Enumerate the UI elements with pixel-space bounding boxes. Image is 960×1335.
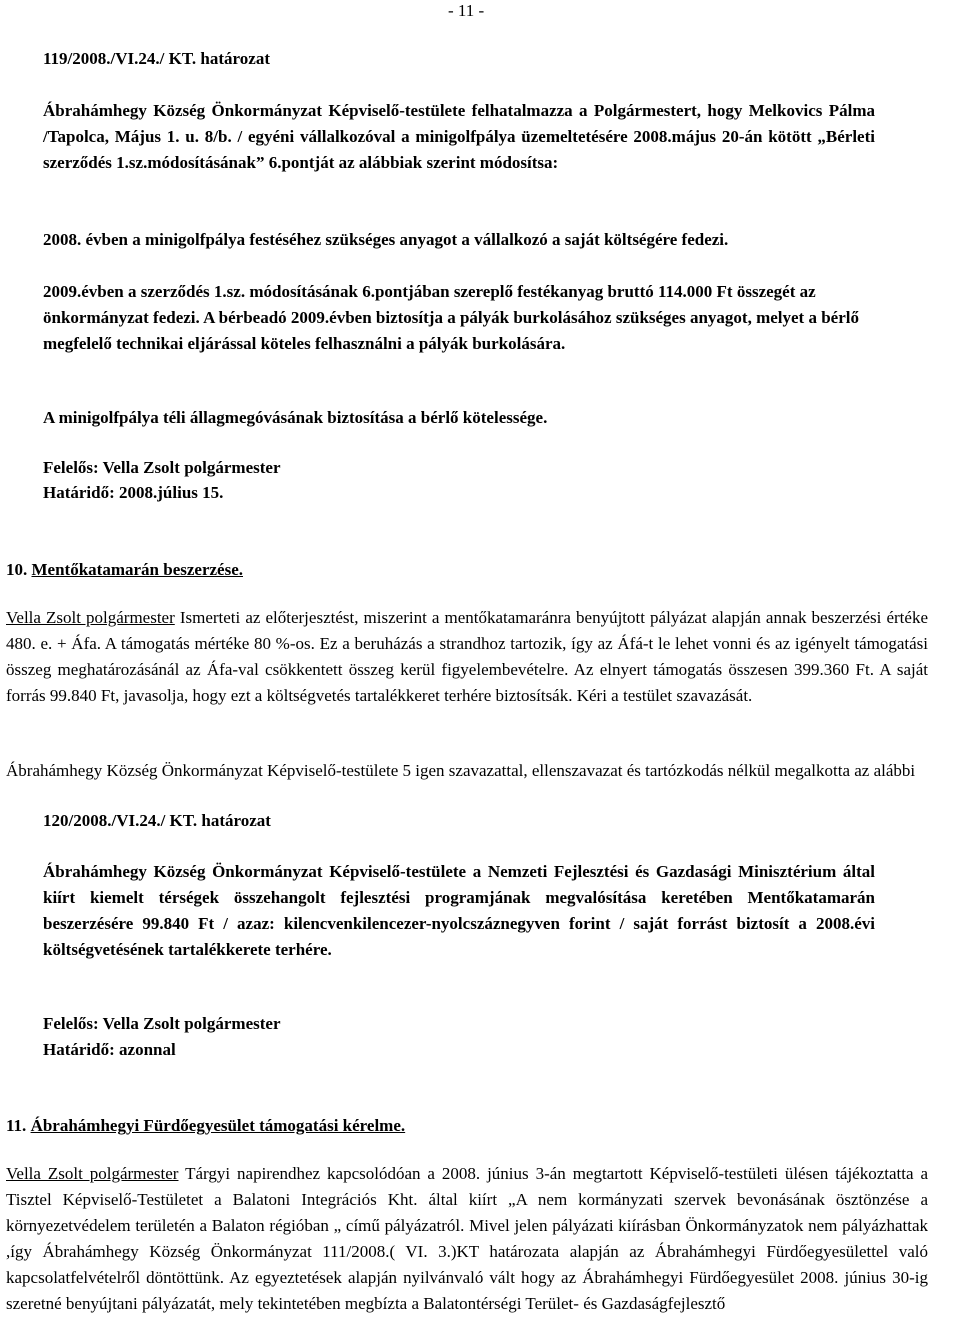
resolution-120-body: Ábrahámhegy Község Önkormányzat Képviselő-testülete a Nemzeti Fejlesztési és Gazdasági Minisztérium által kiírt kiemelt térségek összehangolt fejlesztési programjának megvalósítása keretében Mentőkatamarán beszerzésére 99.840 Ft / azaz: kilencvenkilencezer-nyolcszáznegyven forint / saját forrást biztosít a 2008.évi költségvetésének tartalékkerete terhére. [43, 862, 875, 959]
resolution-119-title: 119/2008./VI.24./ KT. határozat [43, 49, 270, 68]
resolution-120-responsible: Felelős: Vella Zsolt polgármester [43, 1014, 281, 1033]
speech-text: Tárgyi napirendhez kapcsolódóan a 2008. június 3-án megtartott Képviselő-testületi ülésen tájékoztatta a Tisztel Képviselő-Testületet a Balatoni Integrációs Kht. által kiírt „A nem kormányzati szervek bevonásának ösztönzése a környezetvédelem területén a Balaton régióban „ című pályázatról. Mivel jelen pályázati kiírásban Önkormányzatok nem pályázhattak ,így Ábrahámhegy Község Önkormányzat 111/2008.( VI. 3.)KT határozata alapján az Ábrahámhegyi Fürdőegyesülettel való kapcsolatfelvételről döntöttünk. Az egyeztetések alapján nyilvánvaló vált hogy az Ábrahámhegyi Fürdőegyesület 2008. június 30-ig szeretné benyújtani pályázatát, mely tekintetében megbízta a Balatontérségi Terület- és Gazdaságfejlesztő [6, 1164, 929, 1313]
agenda-item-11-heading [6, 1113, 405, 1139]
resolution-120-deadline: Határidő: azonnal [43, 1040, 176, 1059]
agenda-item-10-heading [6, 557, 243, 583]
resolution-119-deadline: Határidő: 2008.július 15. [43, 483, 224, 502]
agenda-item-11-speech [6, 1161, 928, 1317]
agenda-item-10-title: Mentőkatamarán beszerzése. [31, 560, 243, 579]
resolution-119-modification-2009: 2009.évben a szerződés 1.sz. módosításának 6.pontjában szereplő festékanyag bruttó 114.000 Ft összegét az önkormányzat fedezi. A bérbeadó 2009.évben biztosítja a pályák burkolásához szükséges anyagot, melyet a bérlő megfelelő technikai eljárással köteles felhasználni a pályák burkolására. [43, 282, 859, 353]
speech-text: Ismerteti az előterjesztést, miszerint a mentőkatamaránra benyújtott pályázat alapján annak beszerzési értéke 480. e. + Áfa. A támogatás mértéke 80 %-os. Ez a beruházás a strandhoz tartozik, így az Áfá-t le lehet vonni és az igényelt támogatási összeg meghatározásánál az Áfa-val csökkentett összeg kerül figyelembevételre. Az elnyert támogatás összesen 399.360 Ft. A saját forrás 99.840 Ft, javasolja, hogy ezt a költségvetés tartalékkeret terhére biztosítsák. Kéri a testület szavazását. [6, 608, 928, 705]
agenda-item-10-vote: Ábrahámhegy Község Önkormányzat Képviselő-testülete 5 igen szavazattal, ellenszavazat és tartózkodás nélkül megalkotta az alábbi [6, 761, 916, 780]
agenda-item-10-number: 10. [6, 560, 28, 579]
agenda-item-11-number: 11. [6, 1116, 27, 1135]
resolution-119-winter-maintenance: A minigolfpálya téli állagmegóvásának biztosítása a bérlő kötelessége. [43, 408, 548, 427]
page-number: - 11 - [448, 1, 485, 20]
agenda-item-10-speech [6, 605, 928, 709]
resolution-119-modification-2008: 2008. évben a minigolfpálya festéséhez szükséges anyagot a vállalkozó a saját költségére fedezi. [43, 230, 729, 249]
speaker-name: Vella Zsolt polgármester [6, 608, 175, 627]
agenda-item-11-title: Ábrahámhegyi Fürdőegyesület támogatási kérelme. [30, 1116, 406, 1135]
resolution-119-body: Ábrahámhegy Község Önkormányzat Képviselő-testülete felhatalmazza a Polgármestert, hogy Melkovics Pálma /Tapolca, Május 1. u. 8/b. / egyéni vállalkozóval a minigolfpálya üzemeltetésére 2008.május 20-án kötött „Bérleti szerződés 1.sz.módosításának” 6.pontját az alábbiak szerint módosítsa: [43, 101, 875, 172]
speaker-name: Vella Zsolt polgármester [6, 1164, 179, 1183]
resolution-119-responsible: Felelős: Vella Zsolt polgármester [43, 458, 281, 477]
resolution-120-title: 120/2008./VI.24./ KT. határozat [43, 811, 271, 830]
